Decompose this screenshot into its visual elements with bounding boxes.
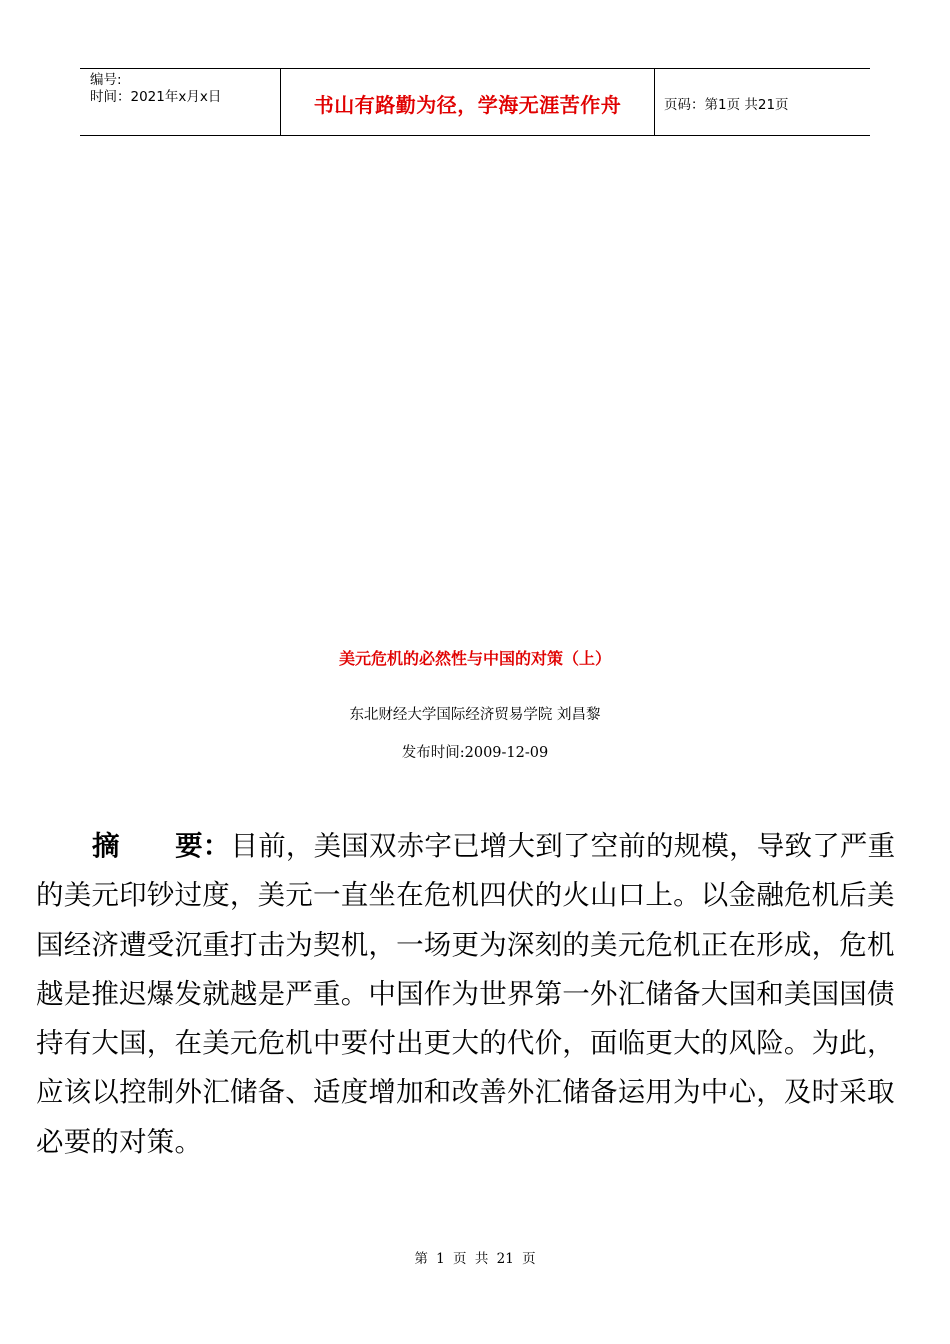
- abstract-text: 目前，美国双赤字已增大到了空前的规模，导致了严重的美元印钞过度，美元一直坐在危机四伏的火山口上。以金融危机后美国经济遭受沉重打击为契机，一场更为深刻的美元危机正在形成，危机越是推迟爆发就越是严重。中国作为世界第一外汇储备大国和美国国债持有大国，在美元危机中要付出更大的代价，面临更大的风险。为此，应该以控制外汇储备、适度增加和改善外汇储备运用为中心，及时采取必要的对策。: [36, 830, 896, 1158]
- header-meta-cell: [80, 69, 281, 135]
- page-header: [80, 68, 870, 136]
- document-number-label: 编号:: [90, 72, 122, 88]
- article-title: 美元危机的必然性与中国的对策（上）: [338, 649, 611, 668]
- header-motto: 书山有路勤为径，学海无涯苦作舟: [281, 69, 655, 135]
- header-page-info: 页码：第1页 共21页: [664, 97, 789, 113]
- article-publish-date: 发布时间:2009-12-09: [401, 745, 549, 761]
- document-time-label: 时间：2021年x月x日: [90, 89, 222, 105]
- page-footer: 第 1 页 共 21 页: [414, 1251, 536, 1267]
- article-abstract: [36, 822, 914, 1167]
- article-author: 东北财经大学国际经济贸易学院 刘昌黎: [349, 707, 601, 723]
- abstract-label: 摘 要：: [92, 830, 231, 862]
